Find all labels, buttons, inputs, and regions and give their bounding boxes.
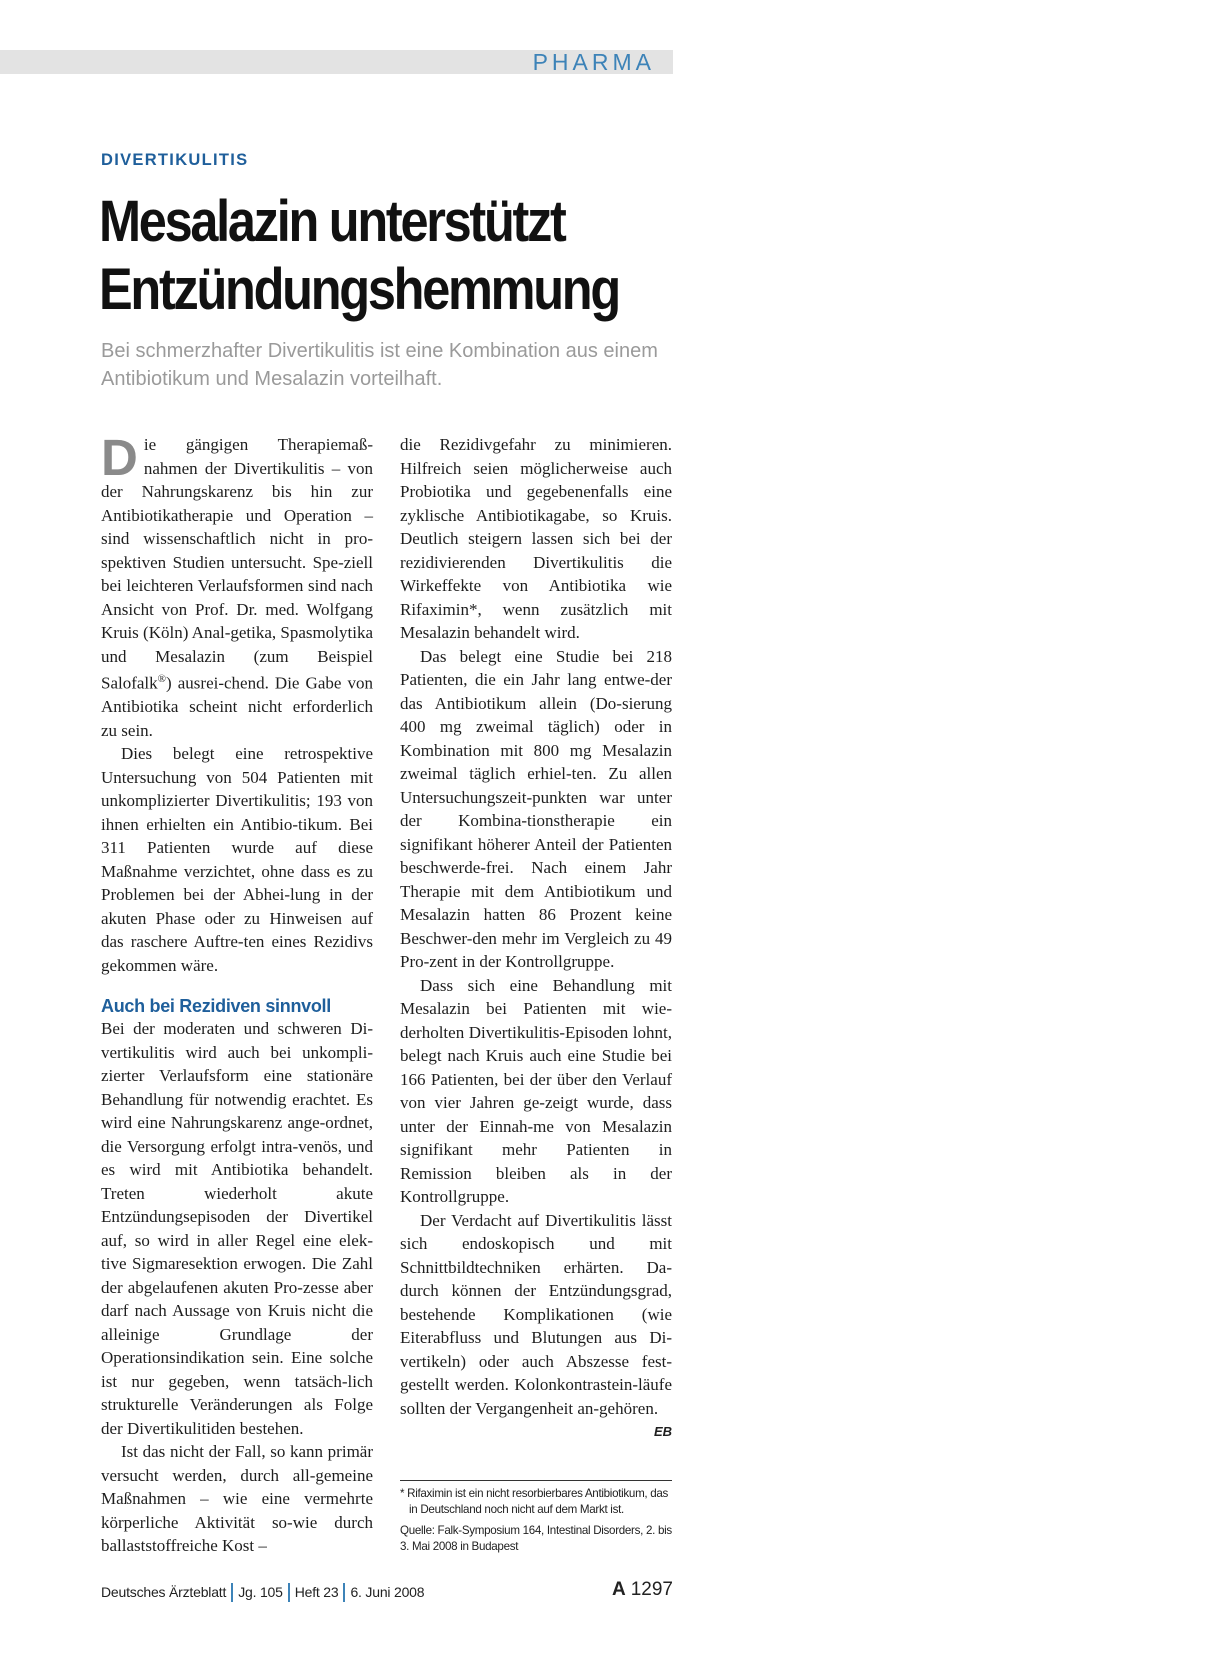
body-paragraph [101,429,373,742]
body-paragraph: Das belegt eine Studie bei 218 Patienten, die ein Jahr lang entwe-der das Antibiotikum allein (Do-sierung 400 mg zweimal täglich) oder in Kombination mit 800 mg Mesalazin zweimal täglich erhiel-ten. Zu allen Untersuchungszeit-punkten war unter der Kombina-tionstherapie ein signifikant höherer Anteil der Patienten beschwerde-frei. Nach einem Jahr Therapie mit dem Antibiotikum und Mesalazin hatten 86 Prozent keine Beschwer-den mehr im Vergleich zu 49 Pro-zent in der Kontrollgruppe. [400,646,672,971]
body-paragraph: Dass sich eine Behandlung mit Mesalazin bei Patienten mit wie-derholten Divertikulitis-Episoden lohnt, belegt nach Kruis auch eine Studie bei 166 Patienten, bei der über den Verlauf von vier Jahren ge-zeigt wurde, dass unter der Einnah-me von Mesalazin signifikant mehr Patienten in Remission bleiben als in der Kontrollgruppe. [400,975,672,1206]
paragraph-text: ) ausrei-chend. Die Gabe von Antibiotika scheint nicht erforderlich zu sein. [101,673,373,740]
article-subheading: Auch bei Rezidiven sinnvoll [101,996,331,1017]
issue-date: 6. Juni 2008 [350,1584,425,1601]
body-paragraph: die Rezidivgefahr zu minimieren. Hilfreich seien möglicherweise auch Probiotika und gegebenenfalls eine zyklische Antibiotikagabe, so Kruis. Deutlich steigern lassen sich bei der rezidivierenden Divertikulitis die Wirkeffekte von Antibiotika wie Rifaximin*, wenn zusätzlich mit Mesalazin behandelt wird. [400,435,672,642]
page-number [0,1579,673,1601]
section-label: PHARMA [532,49,655,75]
body-paragraph: Dies belegt eine retrospektive Untersuchung von 504 Patienten mit unkomplizierter Divertikulitis; 193 von ihnen erhielten ein Antibio-tikum. Bei 311 Patienten wurde auf diese Maßnahme verzichtet, ohne dass es zu Problemen bei der Abhei-lung in der akuten Phase oder zu Hinweisen auf das raschere Auftre-ten eines Rezidivs gekommen wäre. [101,744,373,975]
paragraph-text: Der Verdacht auf Divertikulitis lässt sich endoskopisch und mit Schnittbildtechniken erhärten. Da-durch können der Entzündungsgrad, bestehende Komplikationen (wie Eiterabfluss und Blutungen aus Di-vertikeln) oder auch Abszesse fest-gestellt werden. Kolonkontrastein-läufe sollten der Vergangenheit an-gehören. [400,1210,672,1418]
article-kicker: DIVERTIKULITIS [101,151,249,169]
headline-line-2: Entzündungshemmung [99,257,619,322]
body-paragraph: Ist das nicht der Fall, so kann primär versucht werden, durch all-gemeine Maßnahmen – wie eine vermehrte körperliche Aktivität so-wie durch ballaststoffreiche Kost – [101,1442,373,1556]
journal-volume: Jg. 105 [238,1584,283,1601]
registered-mark: ® [157,673,167,685]
paragraph-text: ie gängigen Therapiemaß-nahmen der Divertikulitis – von der Nahrungskarenz bis hin zur Antibiotikatherapie und Operation – sind wissenschaftlich nicht in pro-spektiven Studien untersucht. Spe-ziell bei leichteren Verlaufsformen sind nach Ansicht von Prof. Dr. med. Wolfgang Kruis (Köln) Anal-getika, Spasmolytika und Mesalazin (zum Beispiel Salofalk [101,435,373,693]
journal-issue: Heft 23 [294,1584,339,1601]
article-column-right [400,433,672,1444]
drop-cap: D [101,429,138,486]
footnotes [400,1480,672,1554]
page-number-value: 1297 [630,1579,673,1600]
article-standfirst: Bei schmerzhafter Divertikulitis ist eine Kombination aus einem Antibiotikum und Mesalazin vorteilhaft. [101,340,658,390]
journal-name: Deutsches Ärzteblatt [101,1584,227,1601]
headline-line-1: Mesalazin unterstützt [99,189,565,254]
section-header-bar [0,50,673,74]
body-paragraph [400,1209,672,1439]
article-headline [99,188,619,324]
article-column-left [101,429,373,1558]
footnote: * Rifaximin ist ein nicht resorbierbares Antibiotikum, das in Deutschland noch nicht auf dem Markt ist. [400,1487,669,1516]
source-note: Quelle: Falk-Symposium 164, Intestinal Disorders, 2. bis 3. Mai 2008 in Budapest [400,1524,672,1553]
page-prefix: A [611,1579,626,1600]
body-paragraph: Bei der moderaten und schweren Di-vertikulitis wird auch bei unkompli-zierter Verlaufsform eine stationäre Behandlung für notwendig erachtet. Es wird eine Nahrungskarenz ange-ordnet, die Versorgung erfolgt intra-venös, und es wird mit Antibiotika behandelt. Treten wiederholt akute Entzündungsepisoden der Divertikel auf, so wird in aller Regel eine elek-tive Sigmaresektion erwogen. Die Zahl der abgelaufenen akuten Pro-zesse aber darf nach Aussage von Kruis nicht die alleinige Grundlage der Operationsindikation sein. Eine solche ist nur gegeben, wenn tatsäch-lich strukturelle Veränderungen als Folge der Divertikulitiden bestehen. [101,1019,373,1438]
author-initials: EB [653,1424,672,1439]
